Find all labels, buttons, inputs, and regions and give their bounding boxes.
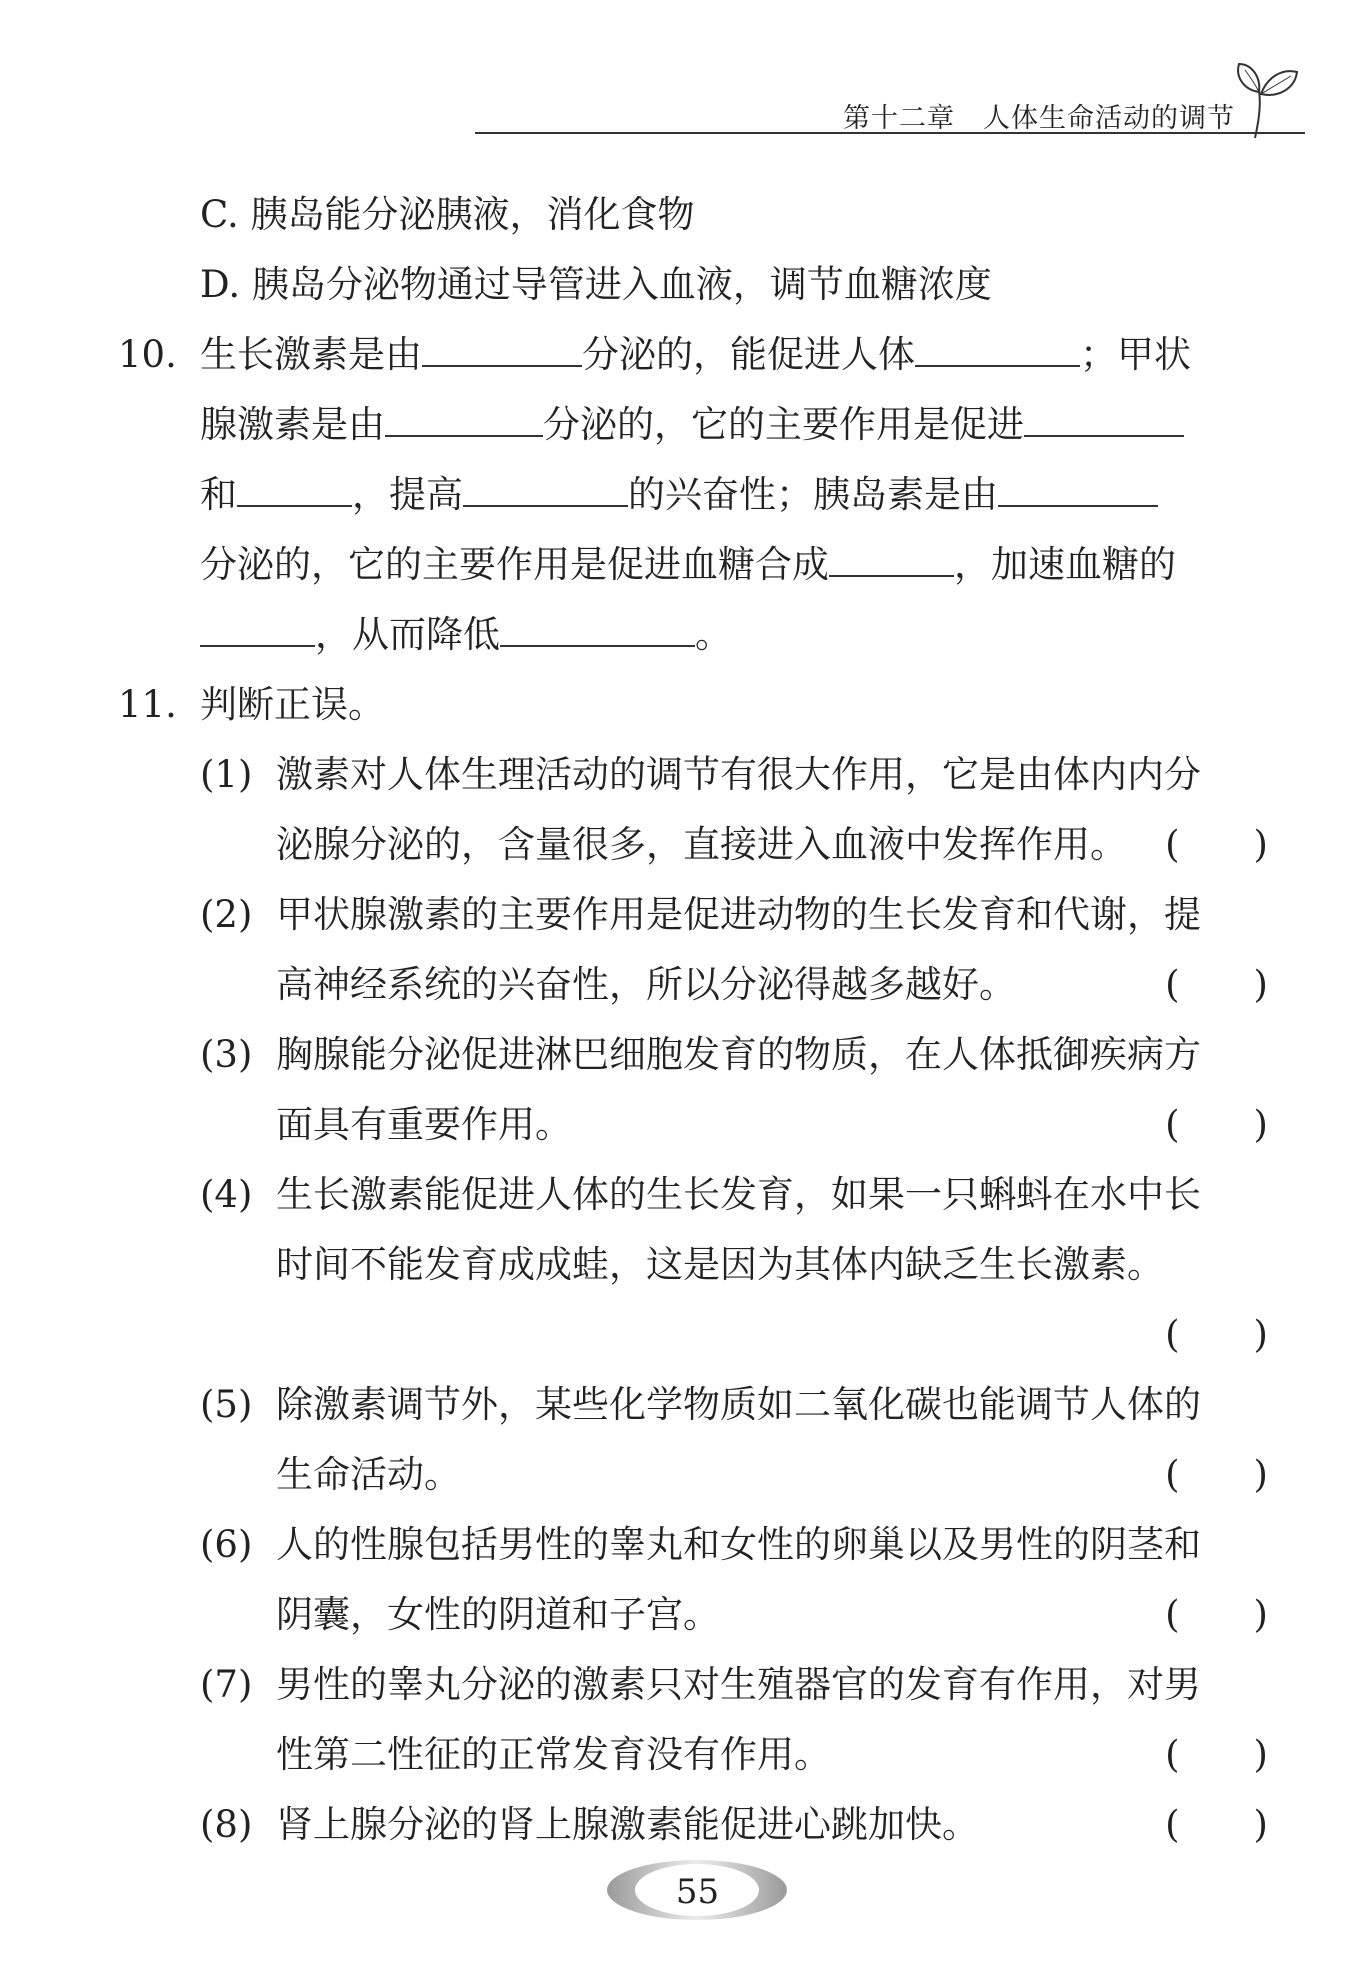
page-number: 55: [605, 1850, 790, 1930]
option-d: D. 胰岛分泌物通过导管进入血液，调节血糖浓度: [200, 263, 992, 306]
q10-line-3: 和 ，提高 的兴奋性；胰岛素是由: [118, 460, 1268, 530]
answer-parentheses[interactable]: ( ): [1165, 823, 1268, 866]
q11-title: 11. 判断正误。: [118, 670, 1268, 740]
q10-line-1: 10. 生长激素是由 分泌的，能促进人体 ；甲状: [118, 320, 1268, 390]
answer-parentheses[interactable]: ( ): [1165, 963, 1268, 1006]
q11-item-3-line-1: (3) 胸腺能分泌促进淋巴细胞发育的物质，在人体抵御疾病方: [200, 1033, 1201, 1076]
q11-item-4-line-1: (4) 生长激素能促进人体的生长发育，如果一只蝌蚪在水中长: [200, 1173, 1201, 1216]
page-header: [475, 88, 1305, 134]
q11-item-4-line-2: 时间不能发育成成蛙，这是因为其体内缺乏生长激素。: [276, 1243, 1164, 1286]
q10-line-4: 分泌的，它的主要作用是促进血糖合成 ，加速血糖的: [118, 530, 1268, 600]
q11-item-1-line-1: (1) 激素对人体生理活动的调节有很大作用，它是由体内内分: [200, 753, 1201, 796]
answer-blank[interactable]: [463, 469, 628, 507]
answer-blank[interactable]: [422, 329, 582, 367]
answer-blank[interactable]: [998, 469, 1158, 507]
answer-parentheses[interactable]: ( ): [1165, 1103, 1268, 1146]
worksheet-content: [118, 180, 1268, 1860]
q11-item-8-line-1: (8) 肾上腺分泌的肾上腺激素能促进心跳加快。 ( ): [118, 1790, 1268, 1860]
answer-blank[interactable]: [829, 539, 954, 577]
chapter-title: 第十二章 人体生命活动的调节: [843, 103, 1235, 134]
answer-blank[interactable]: [200, 609, 315, 647]
q11-item-1-line-2: 泌腺分泌的，含量很多，直接进入血液中发挥作用。 ( ): [118, 810, 1268, 880]
q11-item-3-line-2: 面具有重要作用。 ( ): [118, 1090, 1268, 1160]
answer-blank[interactable]: [915, 329, 1080, 367]
q11-item-2-line-2: 高神经系统的兴奋性，所以分泌得越多越好。 ( ): [118, 950, 1268, 1020]
option-c: C. 胰岛能分泌胰液，消化食物: [200, 193, 695, 236]
q11-item-2-line-1: (2) 甲状腺激素的主要作用是促进动物的生长发育和代谢，提: [200, 893, 1201, 936]
answer-blank[interactable]: [237, 469, 352, 507]
answer-parentheses[interactable]: ( ): [1165, 1453, 1268, 1496]
q11-number: 11.: [118, 683, 177, 726]
answer-blank[interactable]: [385, 399, 543, 437]
answer-parentheses[interactable]: ( ): [1165, 1313, 1268, 1356]
q10-line-5: ，从而降低 。: [118, 600, 1268, 670]
q11-item-7-line-1: (7) 男性的睾丸分泌的激素只对生殖器官的发育有作用，对男: [200, 1663, 1201, 1706]
answer-parentheses[interactable]: ( ): [1165, 1803, 1268, 1846]
q11-item-4-line-3: [118, 1300, 1268, 1370]
answer-parentheses[interactable]: ( ): [1165, 1593, 1268, 1636]
q11-item-5-line-2: 生命活动。 ( ): [118, 1440, 1268, 1510]
leaf-sprout-icon: [1215, 50, 1305, 140]
q11-item-7-line-2: 性第二性征的正常发育没有作用。 ( ): [118, 1720, 1268, 1790]
answer-blank[interactable]: [500, 609, 695, 647]
q10-line-2: 腺激素是由 分泌的，它的主要作用是促进: [118, 390, 1268, 460]
q10-number: 10.: [118, 333, 177, 376]
header-rule: [475, 132, 1305, 134]
answer-blank[interactable]: [1024, 399, 1184, 437]
q11-item-5-line-1: (5) 除激素调节外，某些化学物质如二氧化碳也能调节人体的: [200, 1383, 1201, 1426]
q11-item-6-line-1: (6) 人的性腺包括男性的睾丸和女性的卵巢以及男性的阴茎和: [200, 1523, 1201, 1566]
q11-item-6-line-2: 阴囊，女性的阴道和子宫。 ( ): [118, 1580, 1268, 1650]
answer-parentheses[interactable]: ( ): [1165, 1733, 1268, 1776]
